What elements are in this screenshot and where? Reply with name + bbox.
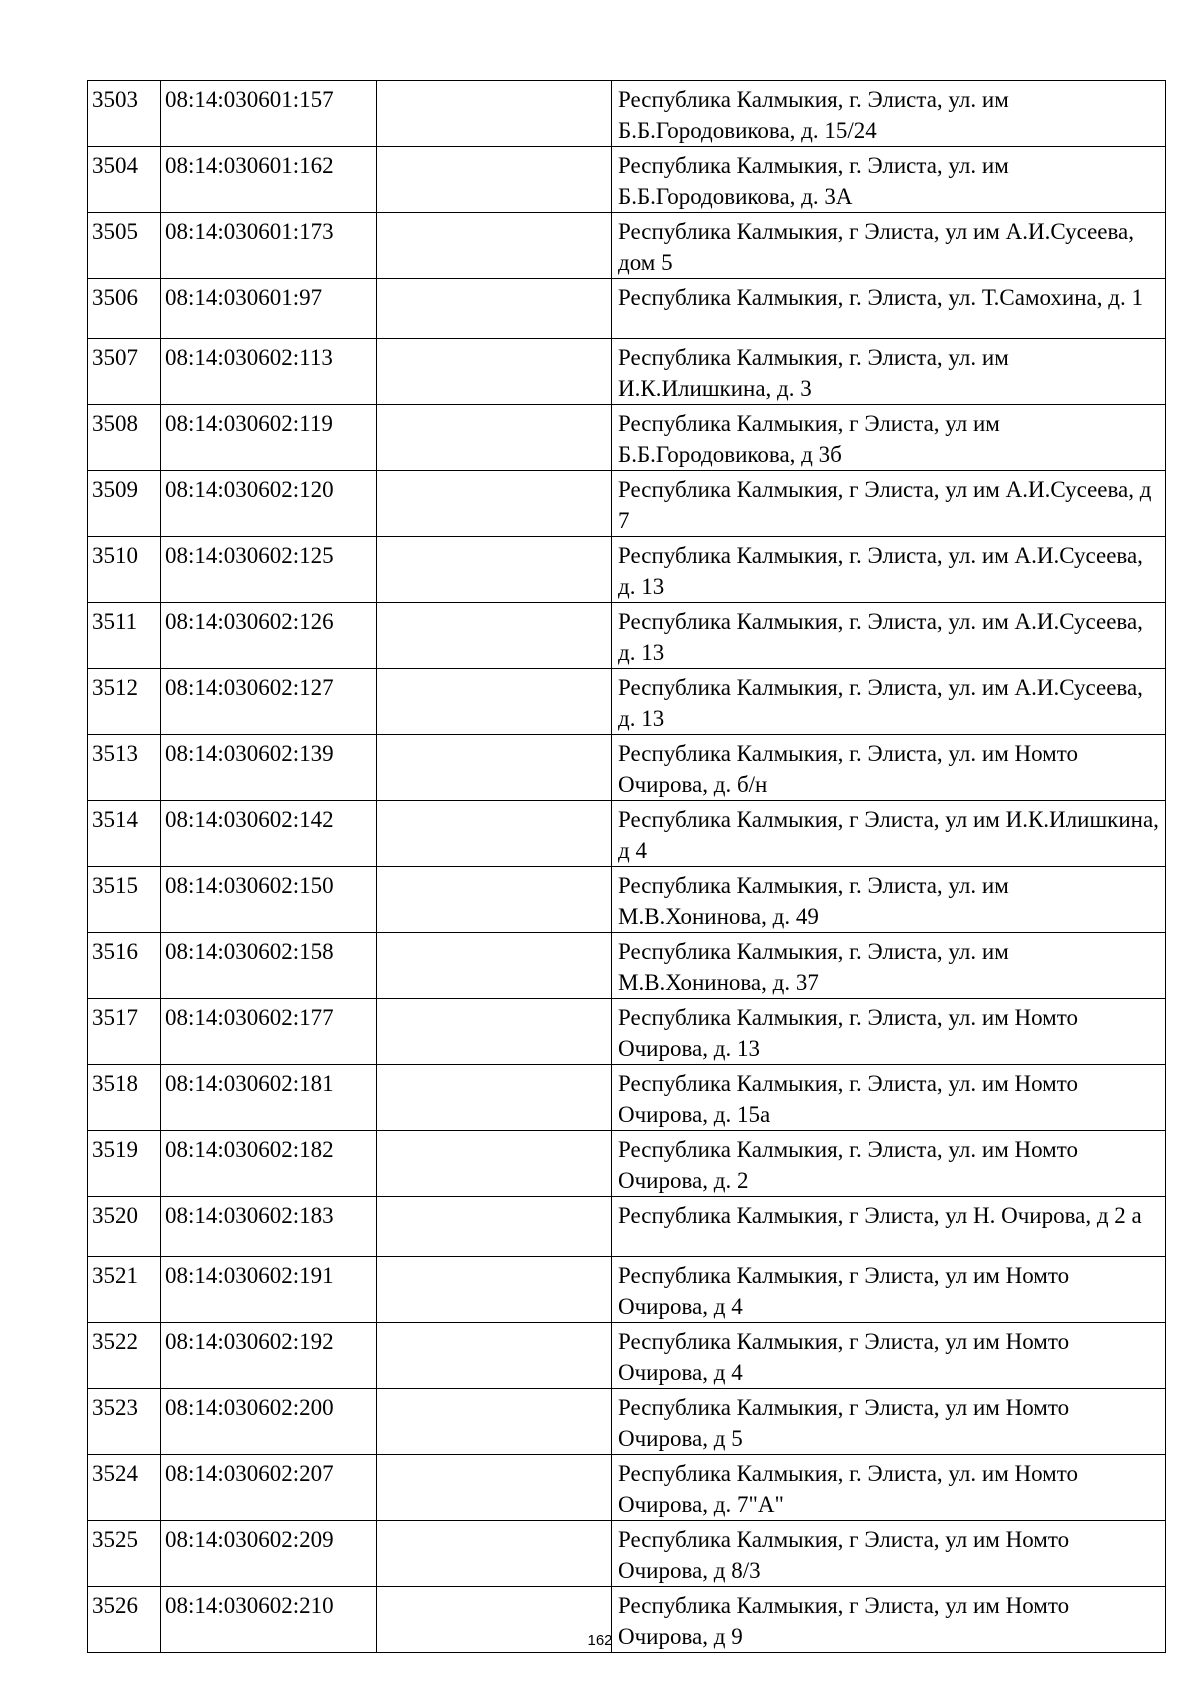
table-row	[88, 999, 1166, 1065]
cadastral-number-cell: 08:14:030602:177	[161, 999, 377, 1065]
cadastral-number-cell: 08:14:030601:173	[161, 213, 377, 279]
registry-table	[87, 80, 1166, 1653]
table-row	[88, 81, 1166, 147]
table-row	[88, 867, 1166, 933]
empty-cell	[377, 669, 612, 735]
empty-cell	[377, 1521, 612, 1587]
address-cell: Республика Калмыкия, г. Элиста, ул. им А.И.Сусеева, д. 13	[612, 537, 1166, 603]
address-cell: Республика Калмыкия, г. Элиста, ул. им М.В.Хонинова, д. 49	[612, 867, 1166, 933]
empty-cell	[377, 735, 612, 801]
empty-cell	[377, 999, 612, 1065]
empty-cell	[377, 279, 612, 339]
row-number-cell: 3507	[88, 339, 161, 405]
table-row	[88, 1521, 1166, 1587]
table-row	[88, 1131, 1166, 1197]
row-number-cell: 3509	[88, 471, 161, 537]
cadastral-number-cell: 08:14:030602:139	[161, 735, 377, 801]
cadastral-number-cell: 08:14:030602:209	[161, 1521, 377, 1587]
cadastral-number-cell: 08:14:030602:158	[161, 933, 377, 999]
cadastral-number-cell: 08:14:030602:183	[161, 1197, 377, 1257]
row-number-cell: 3526	[88, 1587, 161, 1653]
cadastral-number-cell: 08:14:030602:207	[161, 1455, 377, 1521]
table-row	[88, 1257, 1166, 1323]
empty-cell	[377, 1257, 612, 1323]
empty-cell	[377, 603, 612, 669]
address-cell: Республика Калмыкия, г. Элиста, ул. им Номто Очирова, д. 7"А"	[612, 1455, 1166, 1521]
table-row	[88, 279, 1166, 339]
address-cell: Республика Калмыкия, г. Элиста, ул. им Номто Очирова, д. 13	[612, 999, 1166, 1065]
empty-cell	[377, 1389, 612, 1455]
address-cell: Республика Калмыкия, г. Элиста, ул. им Б.Б.Городовикова, д. 3А	[612, 147, 1166, 213]
table-row	[88, 1323, 1166, 1389]
row-number-cell: 3518	[88, 1065, 161, 1131]
empty-cell	[377, 1455, 612, 1521]
table-row	[88, 801, 1166, 867]
cadastral-number-cell: 08:14:030602:181	[161, 1065, 377, 1131]
empty-cell	[377, 1323, 612, 1389]
cadastral-number-cell: 08:14:030601:157	[161, 81, 377, 147]
table-row	[88, 1065, 1166, 1131]
row-number-cell: 3504	[88, 147, 161, 213]
row-number-cell: 3517	[88, 999, 161, 1065]
address-cell: Республика Калмыкия, г Элиста, ул им Номто Очирова, д 8/3	[612, 1521, 1166, 1587]
cadastral-number-cell: 08:14:030602:210	[161, 1587, 377, 1653]
row-number-cell: 3510	[88, 537, 161, 603]
cadastral-number-cell: 08:14:030602:192	[161, 1323, 377, 1389]
table-row	[88, 1389, 1166, 1455]
cadastral-number-cell: 08:14:030602:126	[161, 603, 377, 669]
empty-cell	[377, 339, 612, 405]
address-cell: Республика Калмыкия, г Элиста, ул Н. Очирова, д 2 а	[612, 1197, 1166, 1257]
address-cell: Республика Калмыкия, г. Элиста, ул. им А.И.Сусеева, д. 13	[612, 603, 1166, 669]
row-number-cell: 3520	[88, 1197, 161, 1257]
row-number-cell: 3519	[88, 1131, 161, 1197]
address-cell: Республика Калмыкия, г Элиста, ул им А.И.Сусеева, д 7	[612, 471, 1166, 537]
row-number-cell: 3508	[88, 405, 161, 471]
address-cell: Республика Калмыкия, г Элиста, ул им И.К.Илишкина, д 4	[612, 801, 1166, 867]
table-row	[88, 1197, 1166, 1257]
empty-cell	[377, 933, 612, 999]
cadastral-number-cell: 08:14:030602:182	[161, 1131, 377, 1197]
row-number-cell: 3514	[88, 801, 161, 867]
table-row	[88, 669, 1166, 735]
address-cell: Республика Калмыкия, г. Элиста, ул. им Б.Б.Городовикова, д. 15/24	[612, 81, 1166, 147]
cadastral-number-cell: 08:14:030601:162	[161, 147, 377, 213]
empty-cell	[377, 537, 612, 603]
address-cell: Республика Калмыкия, г Элиста, ул им Номто Очирова, д 5	[612, 1389, 1166, 1455]
empty-cell	[377, 471, 612, 537]
empty-cell	[377, 147, 612, 213]
address-cell: Республика Калмыкия, г. Элиста, ул. Т.Самохина, д. 1	[612, 279, 1166, 339]
row-number-cell: 3511	[88, 603, 161, 669]
cadastral-number-cell: 08:14:030602:119	[161, 405, 377, 471]
table-row	[88, 339, 1166, 405]
empty-cell	[377, 1197, 612, 1257]
address-cell: Республика Калмыкия, г. Элиста, ул. им Номто Очирова, д. б/н	[612, 735, 1166, 801]
empty-cell	[377, 81, 612, 147]
row-number-cell: 3522	[88, 1323, 161, 1389]
address-cell: Республика Калмыкия, г Элиста, ул им Номто Очирова, д 9	[612, 1587, 1166, 1653]
address-cell: Республика Калмыкия, г Элиста, ул им Номто Очирова, д 4	[612, 1257, 1166, 1323]
row-number-cell: 3503	[88, 81, 161, 147]
table-row	[88, 471, 1166, 537]
cadastral-number-cell: 08:14:030602:125	[161, 537, 377, 603]
address-cell: Республика Калмыкия, г. Элиста, ул. им Номто Очирова, д. 15а	[612, 1065, 1166, 1131]
address-cell: Республика Калмыкия, г. Элиста, ул. им А.И.Сусеева, д. 13	[612, 669, 1166, 735]
empty-cell	[377, 213, 612, 279]
empty-cell	[377, 1131, 612, 1197]
row-number-cell: 3512	[88, 669, 161, 735]
cadastral-number-cell: 08:14:030602:150	[161, 867, 377, 933]
row-number-cell: 3513	[88, 735, 161, 801]
cadastral-number-cell: 08:14:030602:200	[161, 1389, 377, 1455]
cadastral-number-cell: 08:14:030602:127	[161, 669, 377, 735]
cadastral-number-cell: 08:14:030601:97	[161, 279, 377, 339]
row-number-cell: 3524	[88, 1455, 161, 1521]
address-cell: Республика Калмыкия, г Элиста, ул им Б.Б.Городовикова, д 3б	[612, 405, 1166, 471]
table-row	[88, 405, 1166, 471]
cadastral-number-cell: 08:14:030602:191	[161, 1257, 377, 1323]
table-row	[88, 147, 1166, 213]
table-row	[88, 213, 1166, 279]
row-number-cell: 3505	[88, 213, 161, 279]
table-body	[88, 81, 1166, 1653]
empty-cell	[377, 405, 612, 471]
table-row	[88, 735, 1166, 801]
address-cell: Республика Калмыкия, г. Элиста, ул. им Номто Очирова, д. 2	[612, 1131, 1166, 1197]
empty-cell	[377, 1065, 612, 1131]
empty-cell	[377, 867, 612, 933]
table-row	[88, 933, 1166, 999]
row-number-cell: 3506	[88, 279, 161, 339]
cadastral-number-cell: 08:14:030602:120	[161, 471, 377, 537]
row-number-cell: 3521	[88, 1257, 161, 1323]
cadastral-number-cell: 08:14:030602:113	[161, 339, 377, 405]
table-row	[88, 537, 1166, 603]
row-number-cell: 3516	[88, 933, 161, 999]
row-number-cell: 3523	[88, 1389, 161, 1455]
table-row	[88, 1455, 1166, 1521]
table-row	[88, 603, 1166, 669]
address-cell: Республика Калмыкия, г. Элиста, ул. им И.К.Илишкина, д. 3	[612, 339, 1166, 405]
address-cell: Республика Калмыкия, г Элиста, ул им Номто Очирова, д 4	[612, 1323, 1166, 1389]
row-number-cell: 3525	[88, 1521, 161, 1587]
row-number-cell: 3515	[88, 867, 161, 933]
empty-cell	[377, 801, 612, 867]
page-number: 162	[587, 1632, 613, 1649]
address-cell: Республика Калмыкия, г. Элиста, ул. им М.В.Хонинова, д. 37	[612, 933, 1166, 999]
address-cell: Республика Калмыкия, г Элиста, ул им А.И.Сусеева, дом 5	[612, 213, 1166, 279]
cadastral-number-cell: 08:14:030602:142	[161, 801, 377, 867]
